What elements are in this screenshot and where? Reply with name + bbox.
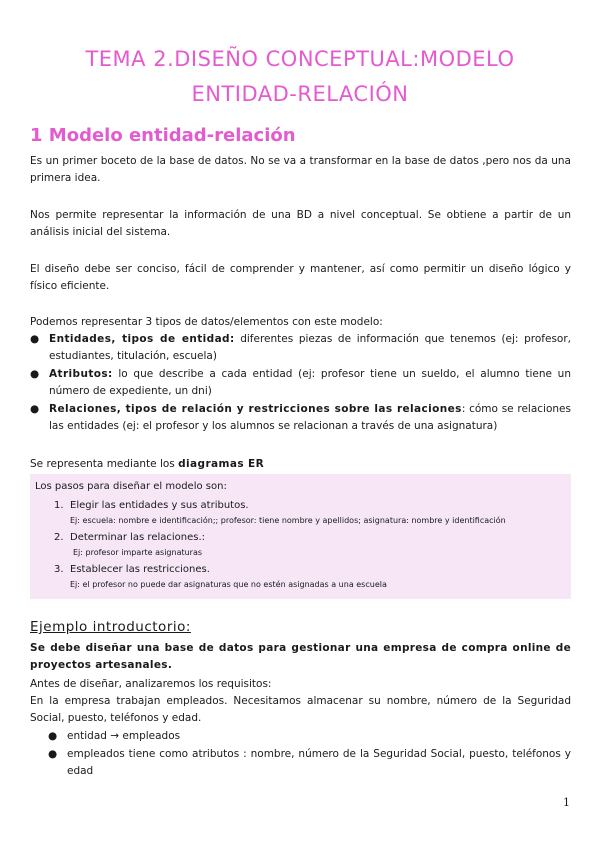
step-label: Determinar las relaciones.:	[70, 532, 206, 543]
step-example: Ej: profesor imparte asignaturas	[73, 548, 203, 557]
diagram-term: diagramas ER	[178, 458, 265, 470]
paragraph-requirements: Antes de diseñar, analizaremos los requisitos:	[30, 678, 272, 690]
diagram-prefix: Se representa mediante los	[30, 458, 179, 470]
paragraph-types: Podemos representar 3 tipos de datos/elementos con este modelo:	[30, 316, 383, 328]
paragraph-diagram	[30, 456, 571, 473]
bullet-icon: ●	[48, 748, 58, 760]
bullet-icon: ●	[30, 368, 40, 380]
list-item	[48, 728, 571, 745]
bullet-text: entidad → empleados	[67, 730, 181, 742]
step-number: 3.	[54, 564, 64, 575]
document-title-line-1: TEMA 2.DISEÑO CONCEPTUAL:MODELO	[85, 47, 515, 71]
bullet-icon: ●	[48, 730, 58, 742]
statement-text: Se debe diseñar una base de datos para gestionar una empresa de compra online de proyectos artesanales	[30, 642, 571, 671]
example-statement	[30, 640, 571, 674]
list-item	[30, 331, 571, 365]
bullet-term: Relaciones, tipos de relación y restricciones sobre las relaciones	[49, 403, 462, 415]
page-number: 1	[563, 796, 570, 809]
steps-box	[30, 474, 571, 599]
bullet-text: diferentes piezas de información que tenemos (ej: profesor, estudiantes, titulación, escuela)	[49, 333, 571, 362]
document-title-line-2: ENTIDAD-RELACIÓN	[191, 82, 409, 106]
section-heading: 1 Modelo entidad-relación	[30, 125, 296, 146]
steps-intro: Los pasos para diseñar el modelo son:	[35, 481, 227, 492]
bullet-text: lo que describe a cada entidad (ej: profesor tiene un sueldo, el alumno tiene un número de expediente, un dni)	[49, 368, 571, 397]
bullet-text: empleados tiene como atributos : nombre, número de la Seguridad Social, puesto, teléfonos y edad	[67, 748, 571, 777]
bullet-icon: ●	[30, 403, 40, 415]
bullet-term: Entidades, tipos de entidad:	[49, 333, 235, 345]
step-label: Establecer las restricciones.	[70, 564, 210, 575]
paragraph-intro: Es un primer boceto de la base de datos. No se va a transformar en la base de datos ,pero nos da una primera idea.	[30, 155, 571, 184]
bullet-text: : cómo se relaciones las entidades (ej: el profesor y los alumnos se relacionan a través de una asignatura)	[49, 403, 571, 432]
paragraph-design: El diseño debe ser conciso, fácil de comprender y mantener, así como permitir un diseño lógico y físico eficiente.	[30, 263, 571, 292]
bullet-term: Atributos:	[49, 368, 113, 380]
step-number: 2.	[54, 532, 64, 543]
step-label: Elegir las entidades y sus atributos.	[70, 500, 249, 511]
bullet-icon: ●	[30, 333, 40, 345]
paragraph-employees: En la empresa trabajan empleados. Necesitamos almacenar su nombre, número de la Seguridad Social, puesto, teléfonos y edad.	[30, 695, 571, 724]
step-number: 1.	[54, 500, 64, 511]
step-example: Ej: escuela: nombre e identificación;; profesor: tiene nombre y apellidos; asignatura: nombre y identificación	[70, 516, 506, 525]
statement-end: .	[167, 659, 173, 671]
example-heading: Ejemplo introductorio:	[30, 619, 191, 635]
list-item	[30, 401, 571, 435]
list-item	[48, 746, 571, 780]
paragraph-representation: Nos permite representar la información de una BD a nivel conceptual. Se obtiene a partir de un análisis inicial del sistema.	[30, 209, 571, 238]
list-item	[30, 366, 571, 400]
step-example: Ej: el profesor no puede dar asignaturas que no estén asignadas a una escuela	[70, 580, 387, 589]
